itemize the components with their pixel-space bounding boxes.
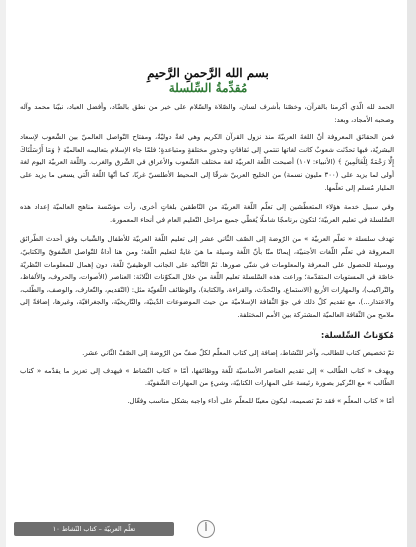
page-number: أ [197,520,215,538]
components-heading: مُكوّناتُ السِّلسلة: [320,330,394,341]
intro-paragraph: الحمد لله الّذي أكرمنا بالقرآن، وخصّنا بأشرف لسان، والصّلاة والسّلام على خير من نطق بالضّاد، وأفضل العباد، نبيّنا محمد وآله وصحبه الأمجاد، وبعد: [20,103,394,124]
paragraph-teacher-book: أمّا « كتاب المعلّم » فقد تمّ تصميمه، ليكون معينًا للمعلّم على أداء واجبه بشكل مناسب وفعّال. [127,396,394,405]
paragraph-components: تمّ تخصيص كتاب للطالب، وآخر للنّشاط، إضافة إلى كتاب المعلّم لكلّ صفّ من الرّوضة إلى الصّفّ الثّاني عشر. [82,349,394,358]
paragraph-series-goals: تهدف سلسلة « تعلّم العربيّة » من الرّوضة إلى الصّف الثّاني عشر إلى تعليم اللّغة العربيّة للأطفال والشّباب وفق أحدث الطّرائق المعروفة في تعلّم اللّغات الأجنبيّة، إيمانًا منّا بأنّ اللّغة وسيلة ما هيَ غايةٌ لتعليم اللّغة؛ ومن هنا أداةٌ للتّواصل الشّفويّ والكتابيّ، ووسيلة للحصول على المعرفة والمعلومات في شتّى صورها. ثمّ التّأكيد على الجانب الوظيفيّ للّغة، دون إهمال للمعلومات النّظريّة خاصّة في المستويات المتقدّمة؛ وراعت هذه السّلسلة تعليم اللّغة من خلال المكوّنات الثّلاثة: العناصر (الأصوات، والحروف، والألفاظ، والتّراكيب)، والمهارات الأربع (الاستماع، والتّحدّث، والقراءة، والكتابة)، والوظائف اللّغويّة مثل: (التّقديم، والتّعارف، والوصف، والطّلب، والاعتذار...)، مع تقديم كلّ ذلك في جوّ الثّقافة الإسلاميّة من حيث الموضوعات الدّينيّة، والتّاريخيّة، والجغرافيّة، وغيرها، إضافةً إلى ملامح من الثّقافة العالميّة المشتركة بين الأمم المختلفة. [20,235,394,319]
basmala-heading: بسم الله الرَّحمنِ الرَّحيمِ [147,66,269,80]
paragraph-student-book: ويهدف « كتاب الطّالب » إلى تقديم العناصر الأساسيّة للّغة ووظائفها، أمّا « كتاب النّشاط » فيهدف إلى تعزيز ما يقدّمه « كتاب الطّالب » مع التّركيز بصورة رئيسة على المهارات الكتابيّة، وشيءٍ من المهارات الشّفويّة. [20,366,394,388]
paragraph-arabic-global: فمن الحقائق المعروفة أنّ اللغةَ العربيّةَ منذ نزول القرآن الكريم وهي لغةٌ دوليّةٌ، ومفتاح التّواصل العالميّ بين الشّعوب لإسعاد البشريّة، فبها تحدّثت شعوبٌ كانت لغاتها تنتمي إلى ثقافاتٍ وجذورٍ مختلفةٍ ومتباعدةٍ؛ فلمّا جاء الإسلام بتعاليمه العالميّة ﴿ وَمَا أَرْسَلْنَاكَ إِلَّا رَحْمَةً لِلْعَالَمِينَ ﴾ (الأنبياء: ١٠٧) أصبحت اللّغة العربيّة لغة مختلف الشّعوب والأعراق في الشّرق والغرب. واللّغة العربيّة اليوم لغة أولى لما يزيد على (٣٠٠ مليون نسمة) من الخليج العربيّ شرقًا إلى المحيط الأطلسيّ غربًا، كما أنّها اللّغة الّتي يسعى ما يزيد على المليار مُسلم إلى تعلّمها. [20,133,394,192]
footer-book-title: تعلّم العربيّة – كتاب النّشاط ١٠ [14,522,174,536]
main-text [20,101,394,412]
paragraph-series-purpose: وفي سبيل خدمة هؤلاء المتعطّشين إلى تعلّم اللّغة العربيّة من النّاطقين بلغاتٍ أخرى، رأت مؤسّسة مناهج العالميّة إعداد هذه السّلسلة في تعليم العربيّة؛ لتكون برنامجًا شاملًا يُغطّي جميع مراحل التّعليم العام في أنحاء المعمورة. [20,203,394,224]
page-title: مُقدِّمةُ السِّلسلة [168,81,248,95]
